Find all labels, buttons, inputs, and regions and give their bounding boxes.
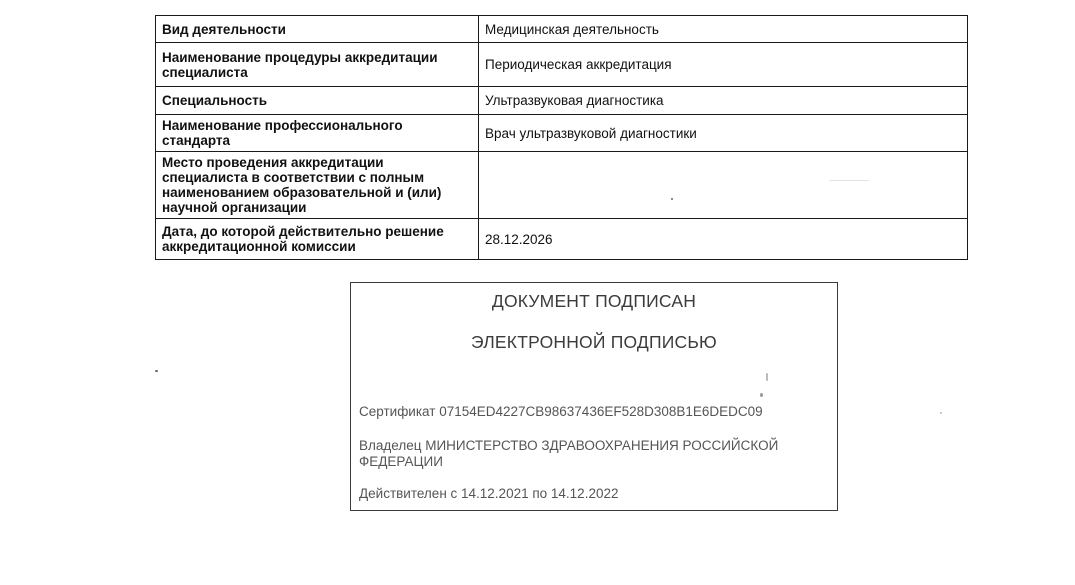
scan-speck (940, 412, 942, 414)
table-row (156, 219, 968, 260)
row-label-procedure-name: Наименование процедуры аккредитации специалиста (156, 43, 479, 87)
row-value-decision-valid-until: 28.12.2026 (479, 219, 968, 260)
accreditation-table (155, 15, 968, 260)
table-row (156, 16, 968, 43)
stamp-title-line1: ДОКУМЕНТ ПОДПИСАН (491, 291, 697, 311)
row-value-activity-type: Медицинская деятельность (479, 16, 968, 43)
row-label-activity-type: Вид деятельности (156, 16, 479, 43)
table-row (156, 43, 968, 87)
row-value-procedure-name: Периодическая аккредитация (479, 43, 968, 87)
table-row (156, 152, 968, 219)
row-label-accreditation-place: Место проведения аккредитации специалиста в соответствии с полным наименованием образовательной и (или) научной организации (156, 152, 479, 219)
row-value-specialty: Ультразвуковая диагностика (479, 87, 968, 115)
scan-speck (155, 370, 158, 372)
row-label-decision-valid-until: Дата, до которой действительно решение аккредитационной комиссии (156, 219, 479, 260)
scan-speck (671, 198, 673, 200)
row-value-accreditation-place (479, 152, 968, 219)
row-value-professional-standard: Врач ультразвуковой диагностики (479, 115, 968, 152)
stamp-certificate: Сертификат 07154ED4227CB98637436EF528D308B1E6DEDC09 (359, 404, 763, 419)
stamp-owner: Владелец МИНИСТЕРСТВО ЗДРАВООХРАНЕНИЯ РОССИЙСКОЙ ФЕДЕРАЦИИ (359, 438, 779, 469)
scan-speck (766, 373, 768, 381)
stamp-title-line2: ЭЛЕКТРОННОЙ ПОДПИСЬЮ (471, 332, 717, 352)
stamp-validity: Действителен с 14.12.2021 по 14.12.2022 (359, 486, 619, 501)
row-label-specialty: Специальность (156, 87, 479, 115)
scan-speck (760, 393, 763, 397)
table-row (156, 115, 968, 152)
table-row (156, 87, 968, 115)
electronic-signature-stamp (350, 282, 838, 511)
scan-speck (829, 180, 869, 181)
row-label-professional-standard: Наименование профессионального стандарта (156, 115, 479, 152)
